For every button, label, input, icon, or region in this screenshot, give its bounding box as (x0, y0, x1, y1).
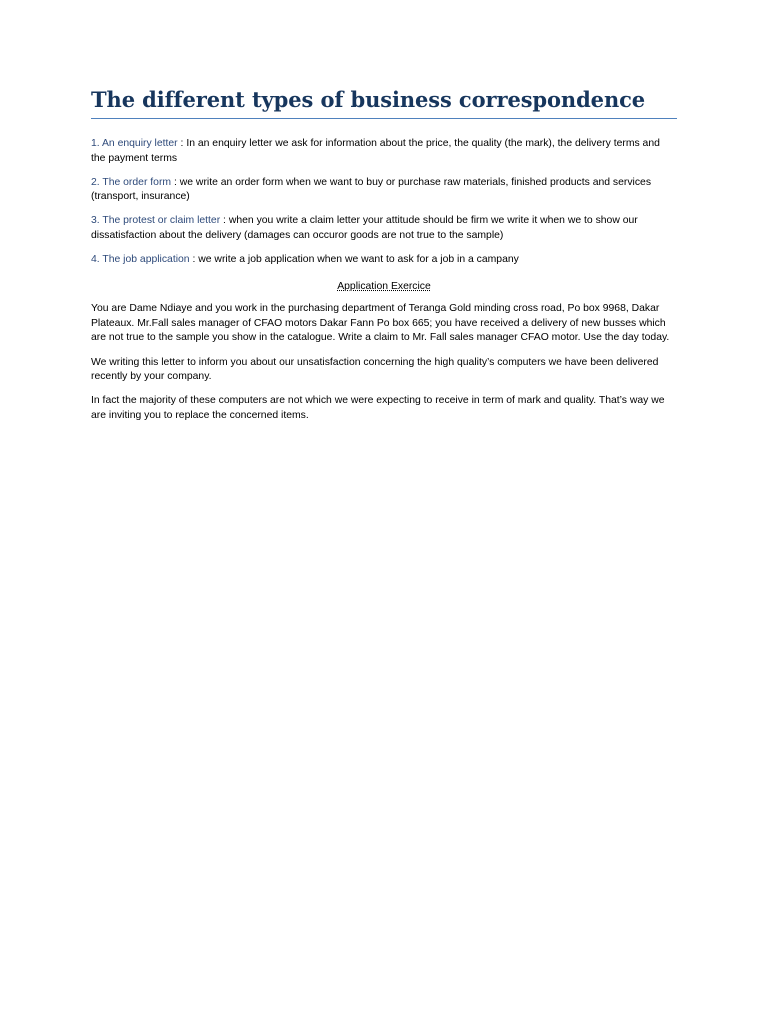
document-title: The different types of business correspondence (91, 86, 677, 119)
item-label: 2. The order form (91, 176, 172, 188)
correspondence-item-claim-letter (91, 214, 677, 243)
exercise-paragraph: In fact the majority of these computers are not which we were expecting to receive in term of mark and quality. That’s way we are inviting you to replace the concerned items. (91, 395, 665, 421)
item-label: 4. The job application (91, 254, 190, 266)
item-text: we write an order form when we want to buy or purchase raw materials, finished products and services (transport, insurance) (91, 176, 652, 203)
item-separator: : (177, 138, 187, 149)
item-text: In an enquiry letter we ask for information about the price, the quality (the mark), the delivery terms and the payment terms (91, 138, 660, 164)
exercise-paragraph: We writing this letter to inform you about our unsatisfaction concerning the high quality’s computers we have been delivered recently by your company. (91, 356, 659, 383)
item-text: when you write a claim letter your attitude should be firm we write it when we to show our dissatisfaction about the delivery (damages can occuror goods are not true to the sample) (91, 215, 638, 241)
item-label: 3. The protest or claim letter (91, 215, 221, 227)
document-body (91, 137, 677, 423)
correspondence-item-order-form (91, 176, 677, 205)
item-text: we write a job application when we want to ask for a job in a campany (198, 254, 519, 266)
item-separator: : (220, 215, 229, 227)
item-separator: : (171, 176, 180, 188)
item-separator: : (189, 254, 199, 266)
item-label: 1. An enquiry letter (91, 138, 178, 149)
exercise-paragraph: You are Dame Ndiaye and you work in the purchasing department of Teranga Gold minding cross road, Po box 9968, Dakar Plateaux. Mr.Fall sales manager of CFAO motors Dakar Fann Po box 665; you have received a delivery of new busses which are not true to the sample you show in the catalogue. Write a claim to Mr. Fall sales manager CFAO motor. Use the day today. (91, 303, 670, 344)
exercise-heading: Application Exercice (337, 280, 431, 292)
correspondence-item-job-application (91, 253, 677, 268)
document-content (91, 86, 677, 433)
correspondence-item-enquiry-letter (91, 137, 677, 166)
